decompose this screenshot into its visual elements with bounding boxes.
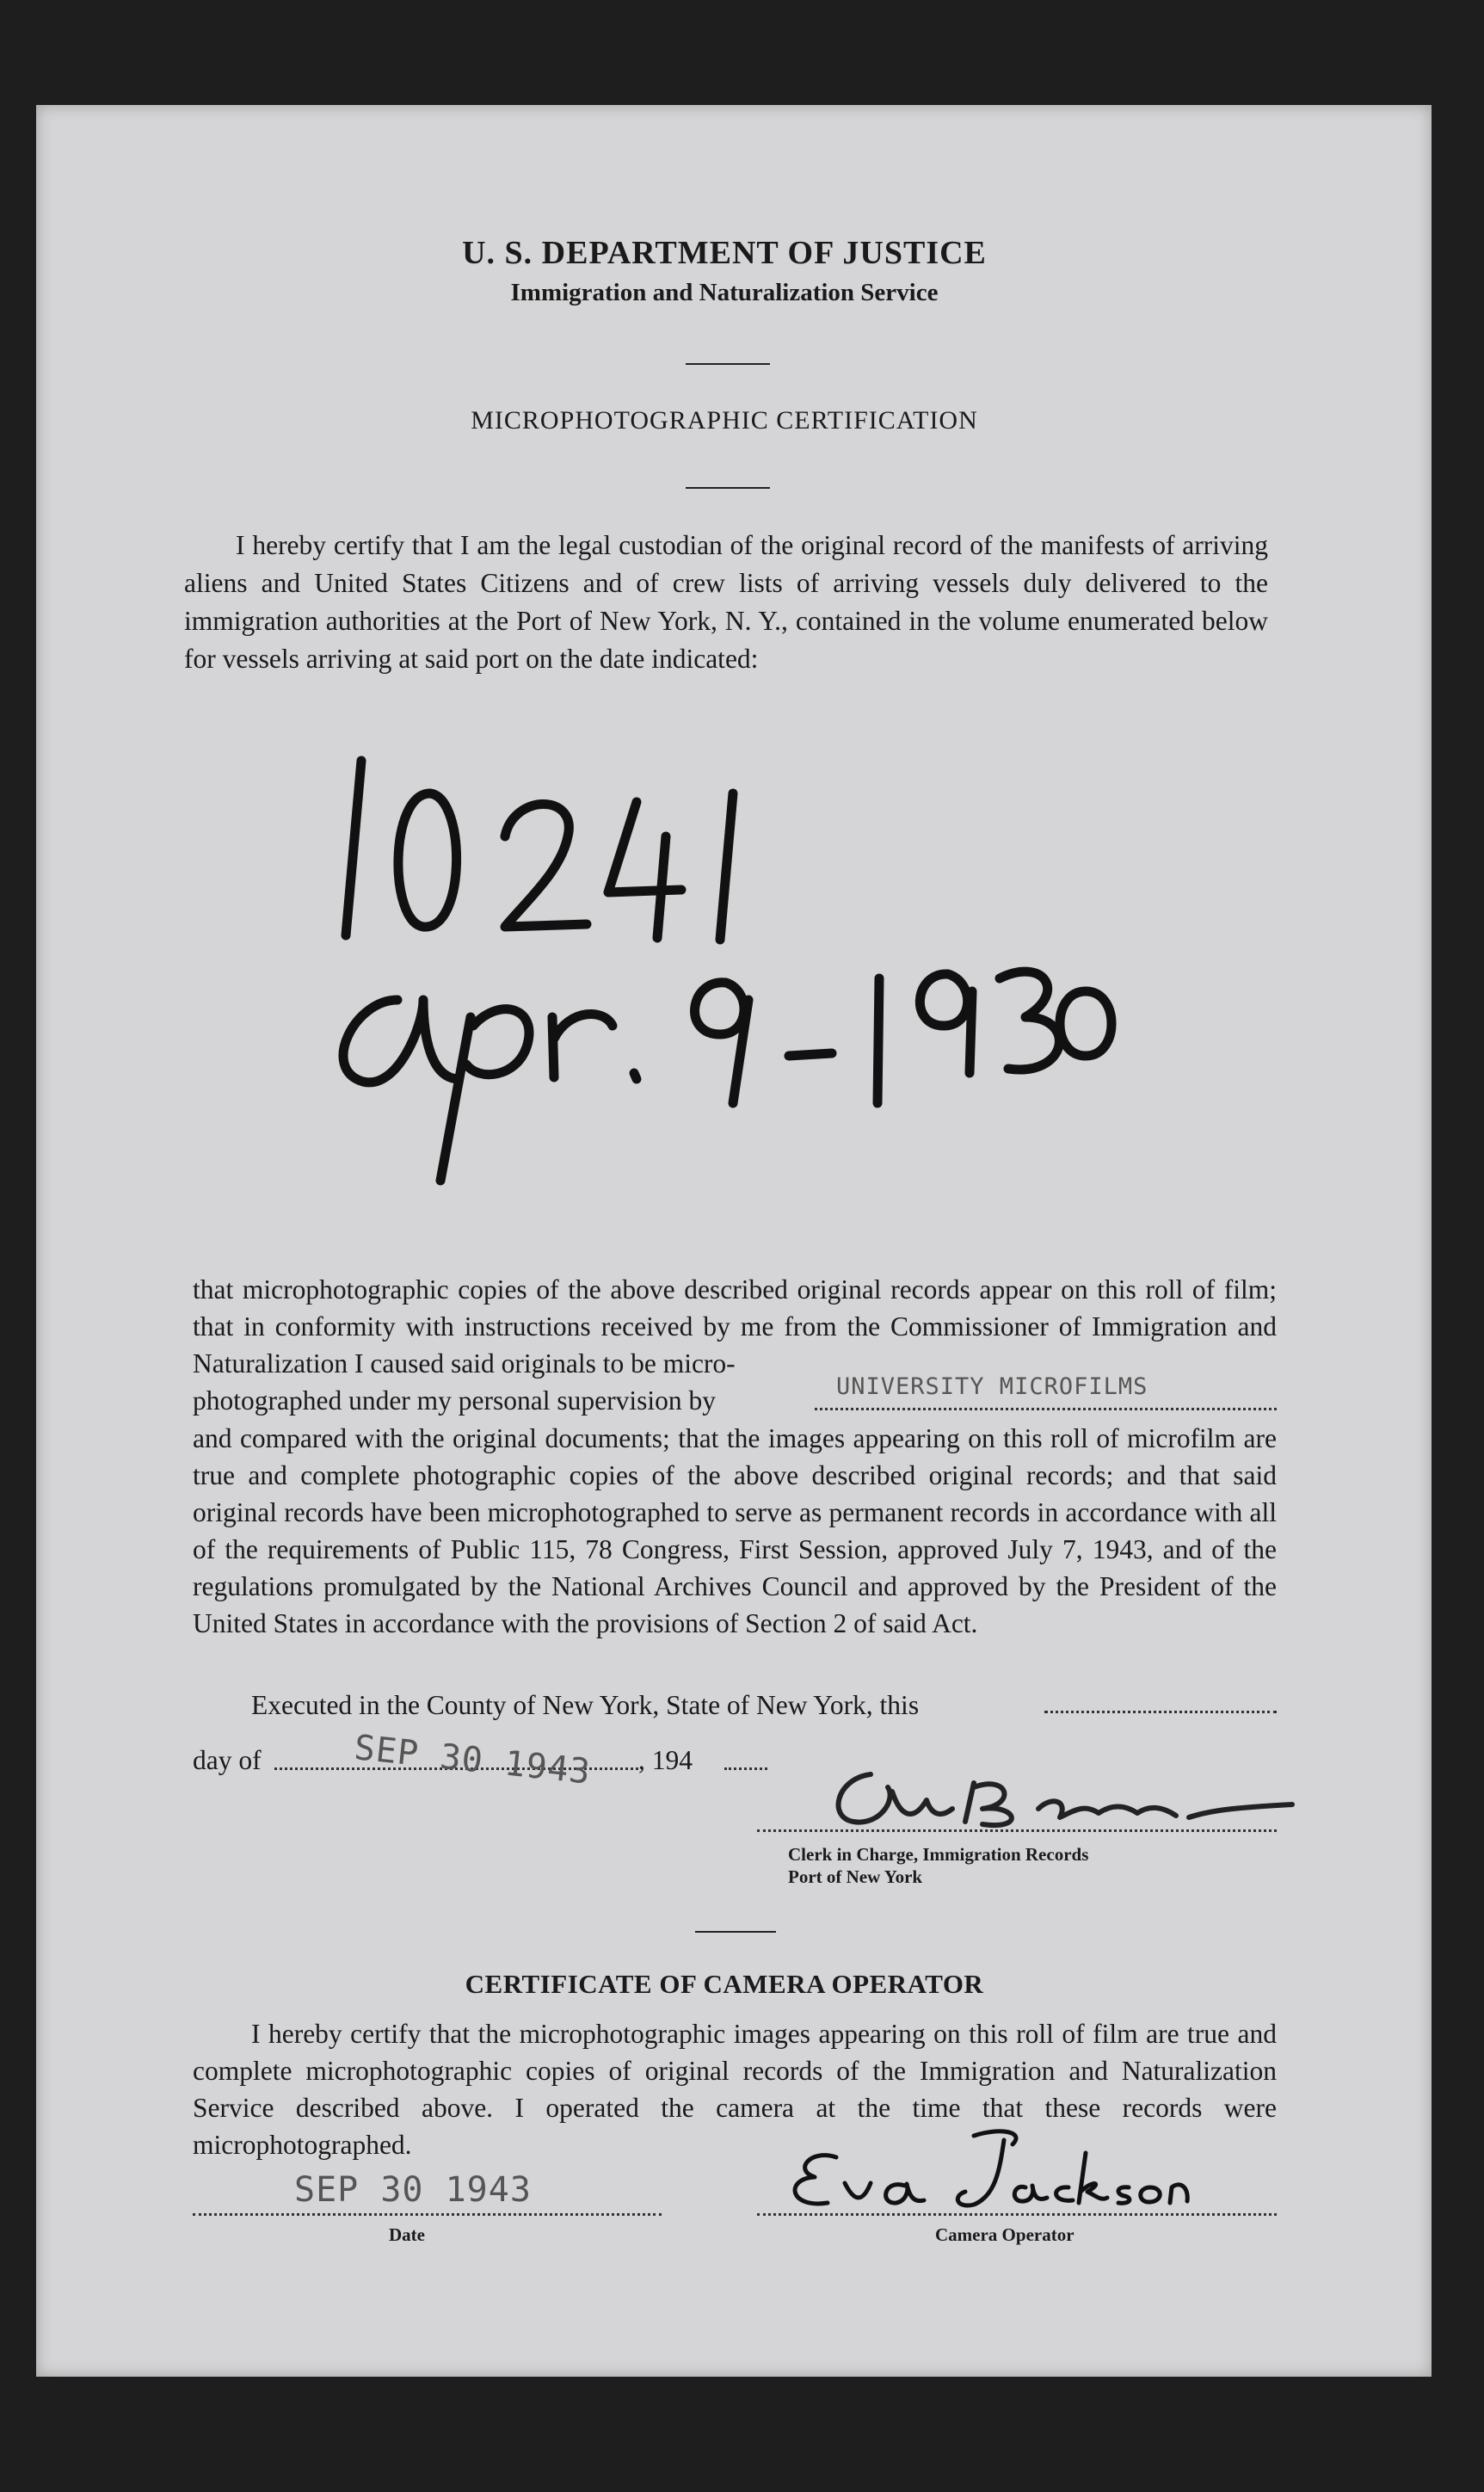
supervisor-dotted-line: [815, 1408, 1277, 1410]
certification-title: MICROPHOTOGRAPHIC CERTIFICATION: [471, 406, 978, 435]
department-heading: U. S. DEPARTMENT OF JUSTICE: [462, 235, 987, 271]
execution-date-stamp: SEP 30 1943: [352, 1728, 593, 1792]
body-paragraph-1: that microphotographic copies of the above described original records appear on this roll of film; that in conformity with instructions received by me from the Commissioner of Immigration and Naturalization I caused said originals to be micro-: [193, 1274, 1277, 1379]
camera-date-label: Date: [389, 2224, 425, 2245]
supervision-line: photographed under my personal supervision by: [193, 1385, 717, 1416]
camera-certificate-paragraph: I hereby certify that the microphotographic images appearing on this roll of film are true and complete microphotographic copies of original records of the Immigration and Naturalization Service described above. I operated the camera at the time that these records were microphotographed.: [193, 2019, 1277, 2160]
executed-line: Executed in the County of New York, State of New York, this: [251, 1690, 920, 1720]
intro-paragraph: I hereby certify that I am the legal custodian of the original record of the manifests of arriving aliens and United States Citizens and of crew lists of arriving vessels duly delivered to the immigration authorities at the Port of New York, N. Y., contained in the volume enumerated below for vessels arriving at said port on the date indicated:: [184, 530, 1268, 674]
header-divider-top: [686, 363, 770, 365]
body-paragraph-2: and compared with the original documents; that the images appearing on this roll of microfilm are true and complete photographic copies of the above described original records; and that said original records have been microphotographed to serve as permanent records in accordance with all of the requirements of Public 115, 78 Congress, First Session, approved July 7, 1943, and of the regulations promulgated by the National Archives Council and approved by the President of the United States in accordance with the provisions of Section 2 of said Act.: [193, 1423, 1277, 1638]
operator-signature: [776, 2119, 1189, 2213]
header-divider-bottom: [686, 487, 770, 489]
supervisor-stamp: UNIVERSITY MICROFILMS: [836, 1373, 1148, 1400]
camera-certificate-title: CERTIFICATE OF CAMERA OPERATOR: [465, 1969, 984, 1999]
camera-date-dotted-line: [193, 2213, 662, 2216]
certificate-sheet: [36, 105, 1432, 2377]
camera-operator-label: Camera Operator: [935, 2224, 1075, 2245]
clerk-signature: [819, 1757, 1301, 1843]
executed-dotted-line: [1044, 1711, 1277, 1713]
camera-date-stamp: SEP 30 1943: [294, 2170, 532, 2210]
day-of-label: day of: [193, 1745, 262, 1775]
year-dotted-line: [724, 1767, 767, 1770]
camera-section-divider: [695, 1931, 776, 1933]
service-heading: Immigration and Naturalization Service: [510, 279, 939, 306]
operator-signature-line: [757, 2213, 1277, 2216]
clerk-title: Clerk in Charge, Immigration Records: [788, 1844, 1089, 1865]
clerk-port: Port of New York: [788, 1866, 923, 1887]
year-prefix: , 194: [638, 1745, 693, 1775]
handwritten-volume-date: [329, 742, 1103, 1189]
